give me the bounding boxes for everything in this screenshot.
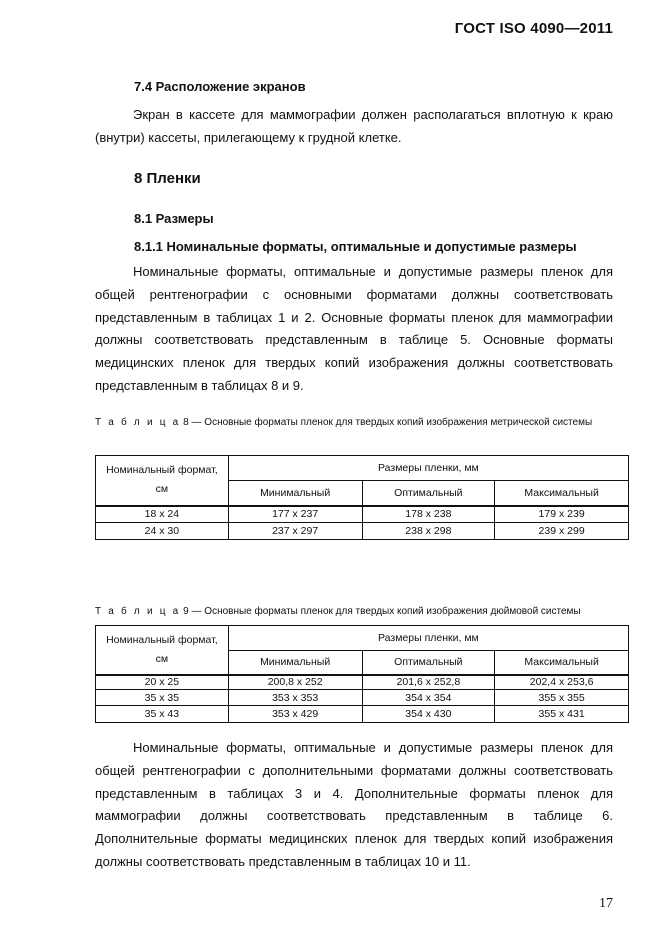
table-cell: 177 х 237 bbox=[228, 506, 362, 523]
table-row bbox=[96, 523, 629, 540]
table-9-header-opt: Оптимальный bbox=[362, 651, 495, 675]
table-cell: 200,8 х 252 bbox=[228, 675, 362, 690]
table-cell: 24 х 30 bbox=[96, 523, 229, 540]
section-8-1-1-para2 bbox=[95, 737, 613, 874]
table-row bbox=[96, 690, 629, 706]
table-8-label: Т а б л и ц а bbox=[95, 417, 181, 428]
document-header: ГОСТ ISO 4090—2011 bbox=[454, 20, 613, 37]
table-cell: 237 х 297 bbox=[228, 523, 362, 540]
table-cell: 202,4 х 253,6 bbox=[495, 675, 629, 690]
table-cell: 201,6 х 252,8 bbox=[362, 675, 495, 690]
table-cell: 178 х 238 bbox=[362, 506, 495, 523]
table-cell: 20 х 25 bbox=[96, 675, 229, 690]
table-cell: 18 х 24 bbox=[96, 506, 229, 523]
section-7-4-paragraph: Экран в кассете для маммографии должен располагаться вплотную к краю (внутри) кассеты, прилегающему к грудной клетке. bbox=[95, 107, 613, 145]
table-8-header-max: Максимальный bbox=[495, 481, 629, 506]
page-number: 17 bbox=[599, 896, 613, 911]
section-7-4-title: 7.4 Расположение экранов bbox=[134, 79, 306, 94]
section-7-4-text bbox=[95, 104, 613, 150]
table-cell: 355 х 431 bbox=[495, 706, 629, 723]
table-8-header-sizes: Размеры пленки, мм bbox=[228, 456, 628, 481]
table-cell: 353 х 429 bbox=[228, 706, 362, 723]
table-8-caption bbox=[95, 414, 615, 432]
table-row bbox=[96, 675, 629, 690]
table-row bbox=[96, 706, 629, 723]
table-8-title: 8 — Основные форматы пленок для твердых копий изображения метрической системы bbox=[180, 417, 593, 428]
table-cell: 35 х 35 bbox=[96, 690, 229, 706]
section-8-1-1-para1 bbox=[95, 261, 613, 398]
table-9-label: Т а б л и ц а bbox=[95, 606, 181, 617]
table-cell: 354 х 354 bbox=[362, 690, 495, 706]
table-row bbox=[96, 506, 629, 523]
table-cell: 355 х 355 bbox=[495, 690, 629, 706]
table-9-header-nominal: Номинальный формат, см bbox=[96, 626, 229, 675]
table-9-header-min: Минимальный bbox=[228, 651, 362, 675]
table-cell: 179 х 239 bbox=[495, 506, 629, 523]
para1-text: Номинальные форматы, оптимальные и допустимые размеры пленок для общей рентгенографии с основными форматами должны соответствовать представленным в таблицах 1 и 2. Основные форматы пленок для маммографии должны соответствовать представленным в таблице 5. Основные форматы медицинских пленок для твердых копий изображения должны соответствовать представленным в таблицах 8 и 9. bbox=[95, 264, 613, 393]
table-9-header-max: Максимальный bbox=[495, 651, 629, 675]
table-cell: 239 х 299 bbox=[495, 523, 629, 540]
table-8-header-opt: Оптимальный bbox=[362, 481, 495, 506]
table-8-header-min: Минимальный bbox=[228, 481, 362, 506]
table-9-header-sizes: Размеры пленки, мм bbox=[228, 626, 628, 651]
table-9-title: 9 — Основные форматы пленок для твердых копий изображения дюймовой системы bbox=[180, 606, 581, 617]
table-9-caption bbox=[95, 603, 615, 621]
section-8-title: 8 Пленки bbox=[134, 170, 201, 187]
table-cell: 353 х 353 bbox=[228, 690, 362, 706]
table-8 bbox=[95, 455, 629, 540]
para2-text: Номинальные форматы, оптимальные и допустимые размеры пленок для общей рентгенографии с дополнительными форматами должны соответствовать представленным в таблицах 3 и 4. Дополнительные форматы пленок для маммографии должны соответствовать представленным в таблице 6. Дополнительные форматы медицинских пленок для твердых копий изображения должны соответствовать представленным в таблицах 10 и 11. bbox=[95, 740, 613, 869]
section-8-1-1-title: 8.1.1 Номинальные форматы, оптимальные и допустимые размеры bbox=[134, 239, 577, 254]
table-8-header-nominal: Номинальный формат, см bbox=[96, 456, 229, 506]
section-8-1-title: 8.1 Размеры bbox=[134, 211, 214, 226]
table-cell: 354 х 430 bbox=[362, 706, 495, 723]
table-cell: 35 х 43 bbox=[96, 706, 229, 723]
table-cell: 238 х 298 bbox=[362, 523, 495, 540]
table-9 bbox=[95, 625, 629, 723]
